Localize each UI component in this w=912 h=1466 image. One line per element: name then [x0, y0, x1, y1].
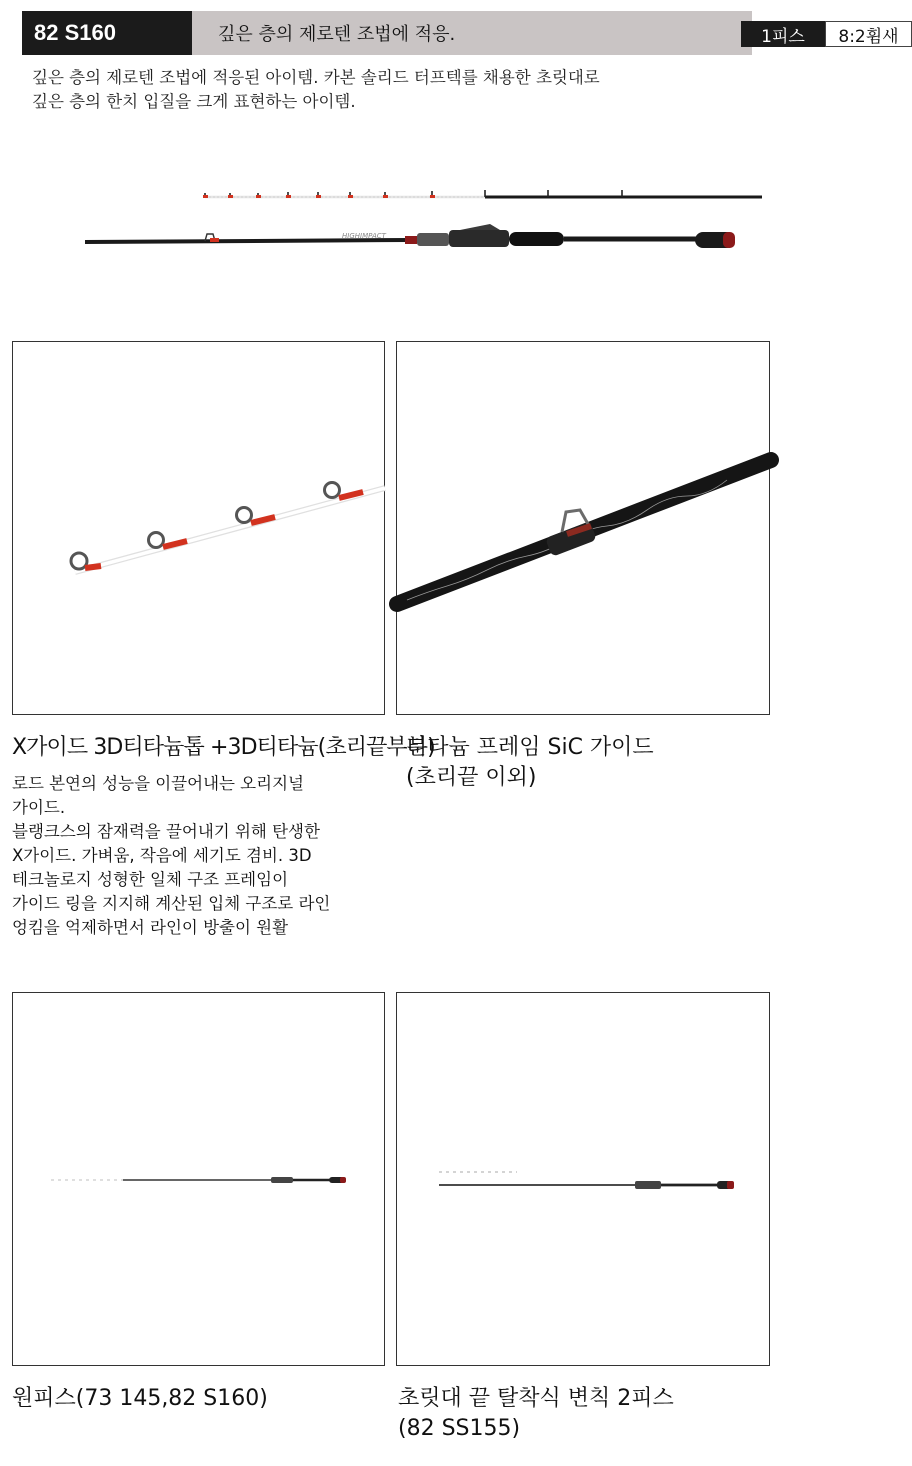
caption-line: 초릿대 끝 탈착식 변칙 2피스	[398, 1386, 674, 1411]
titanium-sic-guide-photo	[396, 341, 770, 715]
x-guide-photo	[12, 341, 385, 715]
x-guide-caption: X가이드 3D티타늄톱 +3D티타늄(초리끝부분)	[12, 735, 435, 760]
x-guide-description	[12, 772, 387, 940]
two-piece-rod-photo	[396, 992, 770, 1366]
rod-overview-image	[80, 178, 750, 268]
desc-line: 블랭크스의 잠재력을 끌어내기 위해 탄생한	[12, 822, 320, 841]
caption-line: (82 SS155)	[398, 1416, 521, 1441]
desc-line: 테크놀로지 성형한 일체 구조 프레임이	[12, 870, 289, 889]
intro-text	[32, 66, 752, 114]
desc-line: 엉킴을 억제하면서 라인이 방출이 원활	[12, 918, 289, 937]
desc-line: 로드 본연의 성능을 이끌어내는 오리지널	[12, 774, 304, 793]
spec-header	[22, 11, 899, 55]
desc-line: X가이드. 가벼움, 작음에 세기도 겸비. 3D	[12, 846, 312, 865]
intro-line: 깊은 층의 한치 입질을 크게 표현하는 아이템.	[32, 92, 356, 111]
intro-line: 깊은 층의 제로텐 조법에 적응된 아이템. 카본 솔리드 터프텍를 채용한 초릿대로	[32, 68, 600, 87]
tagline-text: 깊은 층의 제로텐 조법에 적응.	[218, 24, 456, 45]
caption-line: 티타늄 프레임 SiC 가이드	[406, 735, 654, 760]
one-piece-caption: 원피스(73 145,82 S160)	[12, 1386, 268, 1411]
pieces-badge: 1피스	[741, 21, 825, 47]
desc-line: 가이드 링을 지지해 계산된 입체 구조로 라인	[12, 894, 331, 913]
one-piece-rod-photo	[12, 992, 385, 1366]
caption-line: (초리끝 이외)	[406, 765, 537, 790]
action-badge: 8:2휨새	[825, 21, 912, 47]
tagline-bar	[192, 11, 899, 55]
rod-brand-mark: HIGHIMPACT	[342, 232, 386, 240]
desc-line: 가이드.	[12, 798, 66, 817]
sic-guide-caption	[406, 733, 654, 793]
two-piece-caption	[398, 1384, 674, 1444]
model-name: 82 S160	[22, 11, 192, 55]
